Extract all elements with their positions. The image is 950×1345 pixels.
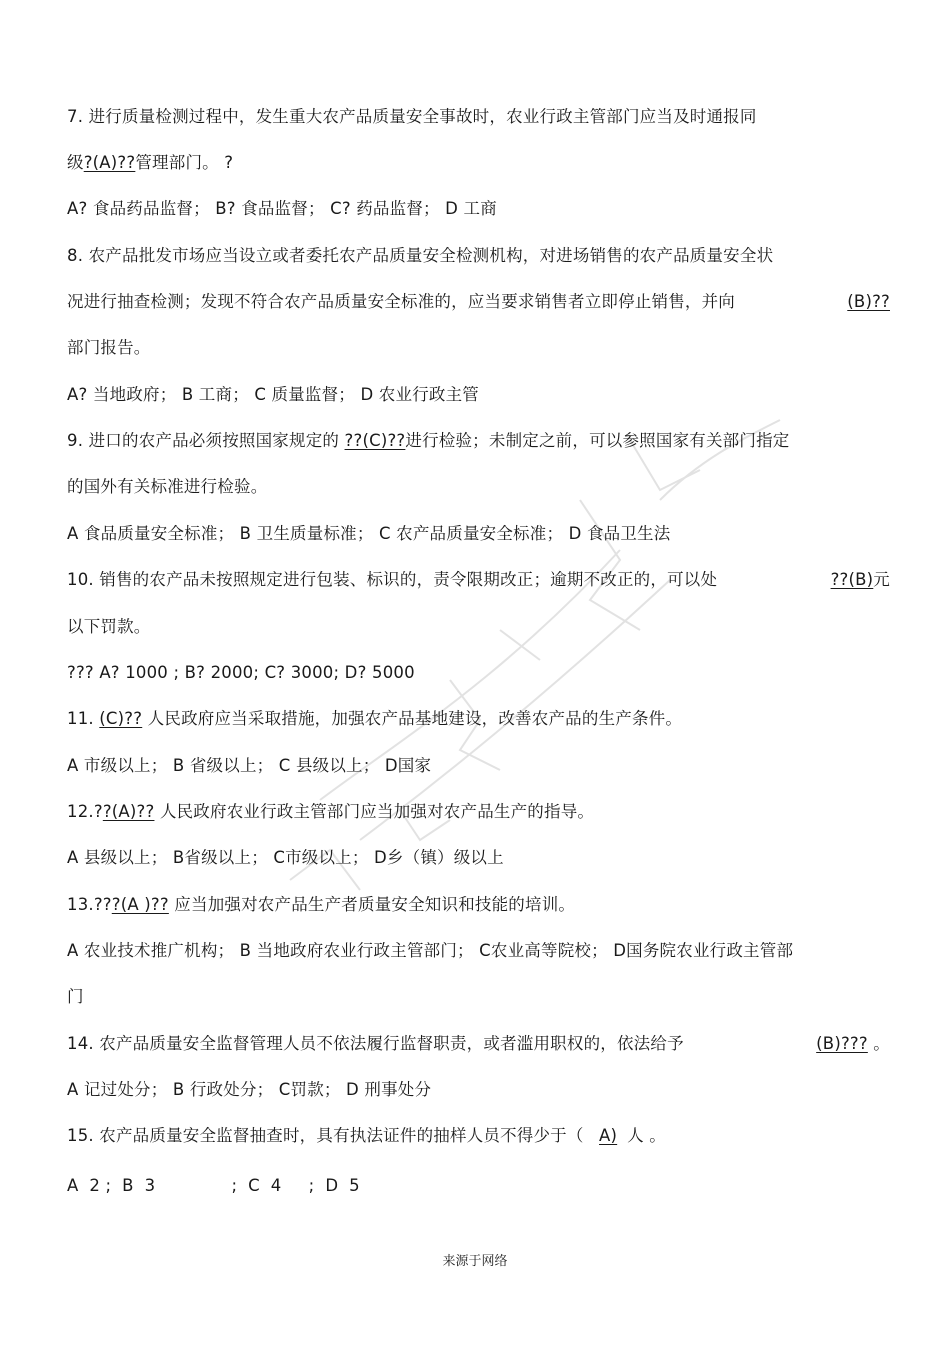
q9-line1 — [67, 430, 890, 452]
q8-text-2: 况进行抽查检测；发现不符合农产品质量安全标准的，应当要求销售者立即停止销售，并向 — [67, 292, 735, 311]
q13-options: A 农业技术推广机构； B 当地政府农业行政主管部门； C农业高等院校； D国务院农业行政主管部 — [67, 941, 794, 960]
q9-text-1: 9. 进口的农产品必须按照国家规定的 — [67, 431, 345, 450]
q10-options: ??? A? 1000 ; B? 2000; C? 3000; D? 5000 — [67, 663, 415, 682]
q13-text-2: 应当加强对农产品生产者质量安全知识和技能的培训。 — [168, 895, 576, 914]
q10-text-1: 10. 销售的农产品未按照规定进行包装、标识的，责令限期改正；逾期不改正的，可以处 — [67, 570, 718, 589]
q8-text-3: 部门报告。 — [67, 338, 151, 357]
q10-text-2: 元 — [873, 570, 890, 589]
q9-line2 — [67, 476, 890, 498]
q10-text-3: 以下罚款。 — [67, 617, 151, 636]
q7-line1 — [67, 106, 890, 128]
page-footer: 来源于网络 — [442, 1254, 508, 1269]
q11-text-2: 人民政府应当采取措施，加强农产品基地建设，改善农产品的生产条件。 — [142, 709, 683, 728]
q13-options-cont — [67, 986, 890, 1008]
q14-line1 — [67, 1033, 890, 1055]
q7-text-3: 管理部门。 ? — [135, 153, 234, 172]
q11-options: A 市级以上； B 省级以上； C 县级以上； D国家 — [67, 756, 432, 775]
q13-text-1: 13.?? — [67, 895, 112, 914]
q9-text-2: 进行检验；未制定之前，可以参照国家有关部门指定 — [405, 431, 790, 450]
q11-answer: (C)?? — [99, 709, 143, 728]
q11-text-1: 11. — [67, 709, 100, 728]
q14-answer-group — [816, 1033, 890, 1055]
q7-options: A? 食品药品监督； B? 食品监督； C? 药品监督； D 工商 — [67, 199, 497, 218]
q13-answer: ?(A )?? — [111, 895, 169, 914]
q7-answer: ?(A)?? — [83, 153, 136, 172]
q13-options-tail: 门 — [67, 987, 84, 1006]
q8-options: A? 当地政府； B 工商； C 质量监督； D 农业行政主管 — [67, 385, 480, 404]
q12-line1 — [67, 801, 890, 823]
q8-text-1: 8. 农产品批发市场应当设立或者委托农产品质量安全检测机构，对进场销售的农产品质量安全状 — [67, 246, 774, 265]
q14-answer: (B)??? — [816, 1034, 868, 1053]
q12-text-1: 12.? — [67, 802, 103, 821]
q10-answer-group — [831, 569, 890, 591]
q12-text-2: 人民政府农业行政主管部门应当加强对农产品生产的指导。 — [154, 802, 595, 821]
q8-line2 — [67, 291, 890, 313]
q8-line1 — [67, 245, 890, 267]
q10-answer: ??(B) — [830, 570, 874, 589]
q13-line1 — [67, 894, 890, 916]
q15-text-2: 人 。 — [627, 1126, 667, 1145]
q10-line1 — [67, 569, 890, 591]
q7-text-1: 7. 进行质量检测过程中，发生重大农产品质量安全事故时，农业行政主管部门应当及时通报同 — [67, 107, 757, 126]
q12-answer: ?(A)?? — [102, 802, 155, 821]
q8-line3 — [67, 337, 890, 359]
q9-options: A 食品质量安全标准； B 卫生质量标准； C 农产品质量安全标准； D 食品卫生法 — [67, 524, 671, 543]
q9-text-3: 的国外有关标准进行检验。 — [67, 477, 268, 496]
q8-answer: (B)?? — [847, 292, 890, 311]
q14-text-1: 14. 农产品质量安全监督管理人员不依法履行监督职责，或者滥用职权的，依法给予 — [67, 1034, 684, 1053]
q7-line2 — [67, 152, 890, 174]
q15-line1 — [67, 1125, 890, 1147]
q7-text-2: 级 — [67, 153, 84, 172]
q15-options: A 2 ; B 3 ; C 4 ; D 5 — [67, 1176, 360, 1195]
q10-line2 — [67, 616, 890, 638]
q12-options: A 县级以上； B省级以上； C市级以上； D乡（镇）级以上 — [67, 848, 504, 867]
q14-text-2: 。 — [867, 1034, 890, 1053]
q15-answer: A) — [599, 1126, 618, 1145]
q9-answer: ??(C)?? — [344, 431, 406, 450]
q15-text-1: 15. 农产品质量安全监督抽查时，具有执法证件的抽样人员不得少于（ — [67, 1126, 590, 1145]
q14-options: A 记过处分； B 行政处分； C罚款； D 刑事处分 — [67, 1080, 432, 1099]
q11-line1 — [67, 708, 890, 730]
